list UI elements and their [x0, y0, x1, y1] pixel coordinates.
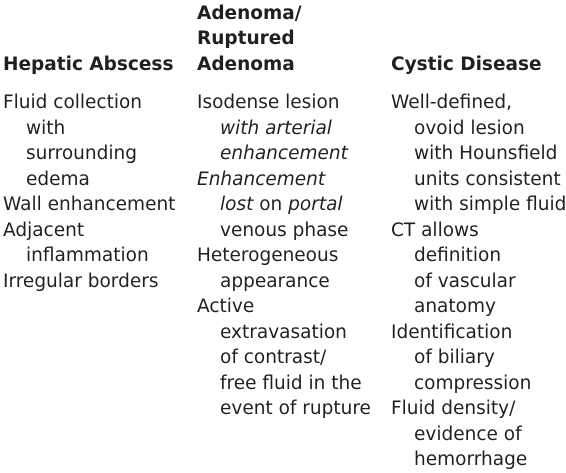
entry-text: extravasation: [220, 321, 347, 343]
entry-line: [391, 167, 566, 193]
entry-line: [391, 116, 566, 142]
entry-line: [197, 116, 385, 142]
italic-text: Enhancement: [197, 168, 326, 190]
italic-text: portal: [288, 194, 343, 215]
table-cell-entry: [391, 320, 566, 397]
entry-text: free fluid in the: [220, 372, 362, 394]
column-adenoma: [197, 0, 385, 422]
entry-line: [3, 167, 189, 193]
entry-line: [391, 294, 566, 320]
table-cell-entry: [3, 269, 189, 295]
column-header: [3, 0, 189, 77]
table-cell-entry: [197, 90, 385, 167]
entry-line: [3, 243, 189, 269]
column-header: [391, 0, 566, 77]
entry-line: [391, 345, 566, 371]
entry-line: [197, 90, 385, 116]
entry-line: [391, 371, 566, 397]
entry-line: [197, 269, 385, 295]
entry-text: appearance: [220, 270, 330, 292]
entry-text: Wall enhancement: [3, 194, 176, 215]
entry-line: [391, 90, 566, 116]
entry-text: Fluid collection: [3, 92, 143, 113]
entry-text: units consistent: [414, 168, 561, 190]
entry-line: [391, 218, 566, 244]
entry-text: CT allows: [391, 219, 479, 241]
entry-line: [197, 294, 385, 320]
entry-text: Heterogeneous: [197, 245, 339, 266]
entry-line: [197, 243, 385, 269]
entry-text: Adjacent: [3, 219, 85, 241]
entry-text: venous phase: [220, 219, 349, 241]
entry-line: [197, 396, 385, 422]
table-cell-entry: [391, 396, 566, 473]
entry-text: on: [253, 194, 289, 215]
entry-line: [3, 218, 189, 244]
entry-line: [391, 396, 566, 422]
table-cell-entry: [391, 90, 566, 218]
entry-text: compression: [414, 372, 532, 394]
column-hepatic-abscess: [3, 0, 189, 294]
entry-line: [3, 269, 189, 295]
entry-text: evidence of: [414, 423, 522, 445]
entry-text: hemorrhage: [414, 449, 528, 470]
table-cell-entry: [197, 294, 385, 422]
entry-line: [391, 320, 566, 346]
column-entries: [3, 90, 189, 294]
entry-text: Fluid density/: [391, 398, 516, 419]
column-entries: [391, 90, 566, 473]
entry-text: event of rupture: [220, 398, 371, 419]
entry-text: definition: [414, 245, 502, 266]
entry-line: [3, 116, 189, 142]
italic-text: lost: [220, 194, 254, 215]
entry-line: [3, 141, 189, 167]
column-cystic-disease: [391, 0, 566, 473]
entry-text: of vascular: [414, 270, 516, 292]
entry-text: Active: [197, 296, 255, 317]
entry-line: [197, 371, 385, 397]
entry-text: anatomy: [414, 296, 496, 317]
entry-line: [391, 192, 566, 218]
column-header-line: Hepatic Abscess: [3, 53, 174, 75]
entry-line: [197, 141, 385, 167]
table-cell-entry: [3, 192, 189, 218]
entry-text: edema: [26, 168, 90, 190]
entry-line: [197, 167, 385, 193]
table-cell-entry: [3, 218, 189, 269]
entry-text: with Hounsfield: [414, 143, 558, 164]
italic-text: enhancement: [220, 143, 348, 164]
entry-line: [197, 192, 385, 218]
entry-text: Irregular borders: [3, 270, 159, 292]
entry-line: [391, 243, 566, 269]
entry-line: [3, 90, 189, 116]
entry-text: inflammation: [26, 245, 149, 266]
entry-text: surrounding: [26, 143, 137, 164]
column-header-line: Ruptured: [197, 28, 295, 49]
italic-text: with arterial: [220, 117, 332, 139]
table-cell-entry: [197, 167, 385, 244]
column-header: [197, 0, 385, 77]
entry-text: with: [26, 117, 66, 139]
entry-line: [197, 218, 385, 244]
entry-line: [3, 192, 189, 218]
entry-line: [197, 320, 385, 346]
entry-text: with simple fluid: [414, 194, 566, 215]
entry-text: of contrast/: [220, 347, 327, 368]
table-cell-entry: [391, 218, 566, 320]
entry-line: [391, 269, 566, 295]
entry-text: Identification: [391, 321, 513, 343]
column-entries: [197, 90, 385, 422]
table-cell-entry: [197, 243, 385, 294]
entry-line: [391, 422, 566, 448]
entry-line: [197, 345, 385, 371]
entry-text: of biliary: [414, 347, 495, 368]
table-cell-entry: [3, 90, 189, 192]
column-header-line: Adenoma/: [197, 2, 302, 24]
entry-line: [391, 141, 566, 167]
entry-text: Isodense lesion: [197, 92, 340, 113]
entry-line: [391, 447, 566, 473]
column-header-line: Adenoma: [197, 53, 295, 75]
entry-text: ovoid lesion: [414, 117, 525, 139]
entry-text: Well-defined,: [391, 92, 513, 113]
column-header-line: Cystic Disease: [391, 53, 542, 75]
